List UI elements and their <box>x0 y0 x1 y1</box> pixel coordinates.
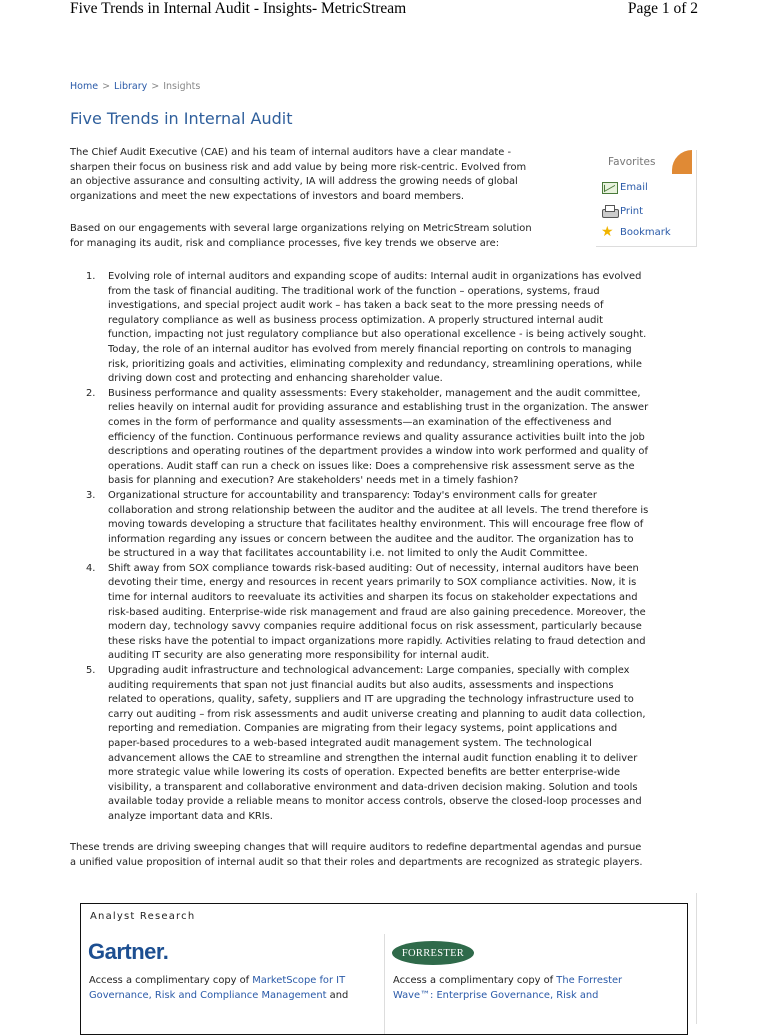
favorites-corner-decoration <box>672 150 692 174</box>
text-line: Today, the role of an internal auditor has evolved from merely financial reporting on controls to managing <box>108 343 632 355</box>
print-link[interactable] <box>601 204 643 218</box>
document-title: Five Trends in Internal Audit - Insights- MetricStream <box>70 0 407 17</box>
list-item <box>86 387 698 489</box>
text-line: more strategic value while lowering its costs of operation. Expected benefits are better enterprise-wide <box>108 767 621 779</box>
text-line: for managing its audit, risk and compliance processes, five key trends we observe are: <box>70 237 500 249</box>
text-line: an objective assurance and consulting activity, IA will address the growing needs of global <box>70 176 518 188</box>
text-line: available today provide a reliable means to monitor access controls, observe the closed-loop processes and <box>108 796 642 808</box>
text-line: Upgrading audit infrastructure and technological advancement: Large companies, specially with complex <box>108 665 630 677</box>
text-line: efficiency of the function. Continuous performance reviews and quality assurance activities built into the job <box>108 431 645 443</box>
text-line: sharpen their focus on business risk and add value by being more risk-centric. Evolved from <box>70 161 527 173</box>
forrester-prefix: Access a complimentary copy of <box>393 975 557 986</box>
text-line: reporting and remediation. Companies are migrating from their legacy systems, point applications and <box>108 723 618 735</box>
gartner-suffix: and <box>326 989 349 1001</box>
text-line: These trends are driving sweeping changes that will require auditors to redefine departmental agendas and pursue <box>70 842 642 853</box>
list-item <box>86 489 698 562</box>
text-line: The Chief Audit Executive (CAE) and his team of internal auditors have a clear mandate - <box>70 147 512 158</box>
star-icon: ★ <box>601 224 614 240</box>
print-label: Print <box>620 205 644 217</box>
gartner-report-link-cont[interactable]: Governance, Risk and Compliance Management <box>89 989 327 1001</box>
gartner-description <box>89 974 379 1003</box>
text-line: moving towards developing a structure that facilitates healthy environment. This will encourage free flow of <box>108 519 644 531</box>
page-header <box>0 0 768 24</box>
analyst-research-heading: Analyst Research <box>90 911 196 922</box>
breadcrumb-separator: > <box>151 81 160 92</box>
list-number: 4. <box>86 562 96 574</box>
text-line: related to operations, quality, safety, suppliers and IT are upgrading the technology infrastructure used to <box>108 694 634 706</box>
closing-paragraph <box>70 841 710 870</box>
printer-icon <box>601 204 619 218</box>
text-line: collaboration and strong relationship between the auditor and the auditee at all levels. The trend therefore is <box>108 504 649 516</box>
article-title: Five Trends in Internal Audit <box>70 109 293 128</box>
text-line: investigations, and special project audit work – has taken a back seat to the more pressing needs of <box>108 300 604 312</box>
page-number: Page 1 of 2 <box>627 0 698 17</box>
text-line: risk, prioritizing goals and activities, eliminating complexity and redundancy, streamlining operations, while <box>108 358 642 370</box>
trend-list <box>86 270 698 825</box>
text-line: Organizational structure for accountability and transparency: Today's environment calls for greater <box>108 489 597 501</box>
text-line: regulatory compliance as well as business process optimization. A properly structured internal audit <box>108 314 604 326</box>
text-line: carry out auditing – from risk assessments and audit universe creating and planning to audit data collection, <box>108 708 646 720</box>
text-line: advancement allows the CAE to streamline and strengthen the internal audit function enabling it to deliver <box>108 752 638 764</box>
list-number: 2. <box>86 387 96 399</box>
list-number: 5. <box>86 665 96 677</box>
intro-paragraph-2 <box>70 222 600 251</box>
text-line: visibility, a transparent and collaborative environment and data-driven decision making. Solution and tools <box>108 781 638 793</box>
text-line: a unified value proposition of internal audit so that their roles and departments are recognized as strategic players. <box>70 856 643 868</box>
bookmark-label: Bookmark <box>620 226 671 238</box>
list-item <box>86 664 698 825</box>
text-line: these risks have the potential to impact organizations more rapidly. Activities relating to fraud detection and <box>108 635 646 647</box>
text-line: Evolving role of internal auditors and expanding scope of audits: Internal audit in organizations has evolved <box>108 271 642 282</box>
text-line: be structured in a way that facilitates accountability i.e. not limited to only the Audit Committee. <box>108 548 588 560</box>
breadcrumb-home-link[interactable]: Home <box>70 81 99 92</box>
list-item <box>86 562 698 664</box>
favorites-title: Favorites <box>608 156 656 168</box>
divider <box>696 893 697 1024</box>
forrester-report-link-cont[interactable]: Wave™: Enterprise Governance, Risk and <box>393 989 599 1001</box>
text-line: auditing IT security are also generating more responsibility for internal audit. <box>108 650 490 662</box>
gartner-report-link[interactable]: MarketScope for IT <box>252 975 346 986</box>
divider <box>384 934 385 1034</box>
forrester-report-link[interactable]: The Forrester <box>556 975 623 986</box>
breadcrumb-separator: > <box>102 81 111 92</box>
gartner-logo: Gartner. <box>88 939 169 964</box>
breadcrumb-current: Insights <box>163 81 201 92</box>
text-line: time for internal auditors to reevaluate its activities and sharpen its focus on stakeholder expectations and <box>108 592 638 604</box>
text-line: from the task of financial auditing. The traditional work of the function – operations, systems, fraud <box>108 285 600 297</box>
text-line: basis for planning and execution? Are stakeholders' needs met in a timely fashion? <box>108 475 519 487</box>
analyst-research-box <box>80 903 688 1035</box>
forrester-logo: FORRESTER <box>392 941 474 965</box>
text-line: risk-based auditing. Enterprise-wide risk management and fraud are also gaining precedence. Moreover, the <box>108 606 646 618</box>
breadcrumb-library-link[interactable]: Library <box>114 81 148 92</box>
text-line: function, impacting not just regulatory compliance but also operational excellence - is being actively sought. <box>108 329 647 341</box>
text-line: operations. Audit staff can run a check on issues like: Does a comprehensive risk assessment serve as the <box>108 460 635 472</box>
list-number: 3. <box>86 489 96 501</box>
text-line: comes in the form of performance and quality assessments—an examination of the effectiveness and <box>108 416 612 428</box>
text-line: analyze important data and KRIs. <box>108 810 273 822</box>
text-line: devoting their time, energy and resources in recent years primarily to SOX compliance activities. Now, it is <box>108 577 637 589</box>
list-number: 1. <box>86 271 96 282</box>
text-line: information regarding any issues or concern between the auditee and the auditor. The organization has to <box>108 533 634 545</box>
text-line: Shift away from SOX compliance towards risk-based auditing: Out of necessity, internal auditors have been <box>108 562 639 574</box>
email-link[interactable] <box>601 180 648 194</box>
breadcrumb <box>70 81 200 92</box>
email-label: Email <box>620 181 648 193</box>
text-line: organizations and meet the new expectations of investors and board members. <box>70 190 465 202</box>
gartner-prefix: Access a complimentary copy of <box>89 975 253 986</box>
list-item <box>86 270 698 387</box>
forrester-description <box>393 974 683 1003</box>
text-line: Business performance and quality assessments: Every stakeholder, management and the audit committee, <box>108 387 641 399</box>
favorites-panel <box>596 150 697 247</box>
text-line: auditing requirements that span not just financial audits but also audits, assessments and inspections <box>108 679 614 691</box>
text-line: relies heavily on internal audit for providing assurance and establishing trust in the organization. The answer <box>108 402 649 414</box>
email-icon <box>601 180 619 194</box>
text-line: paper-based procedures to a web-based integrated audit management system. The technological <box>108 738 592 749</box>
text-line: driving down cost and protecting and enhancing shareholder value. <box>108 373 443 385</box>
text-line: modern day, technology savvy companies require additional focus on risk assessment, particularly because <box>108 621 642 633</box>
text-line: descriptions and operating routines of the department provides a window into work performed and quality of <box>108 446 648 458</box>
bookmark-link[interactable] <box>601 225 671 239</box>
intro-paragraph <box>70 146 560 204</box>
text-line: Based on our engagements with several large organizations relying on MetricStream solution <box>70 223 532 234</box>
